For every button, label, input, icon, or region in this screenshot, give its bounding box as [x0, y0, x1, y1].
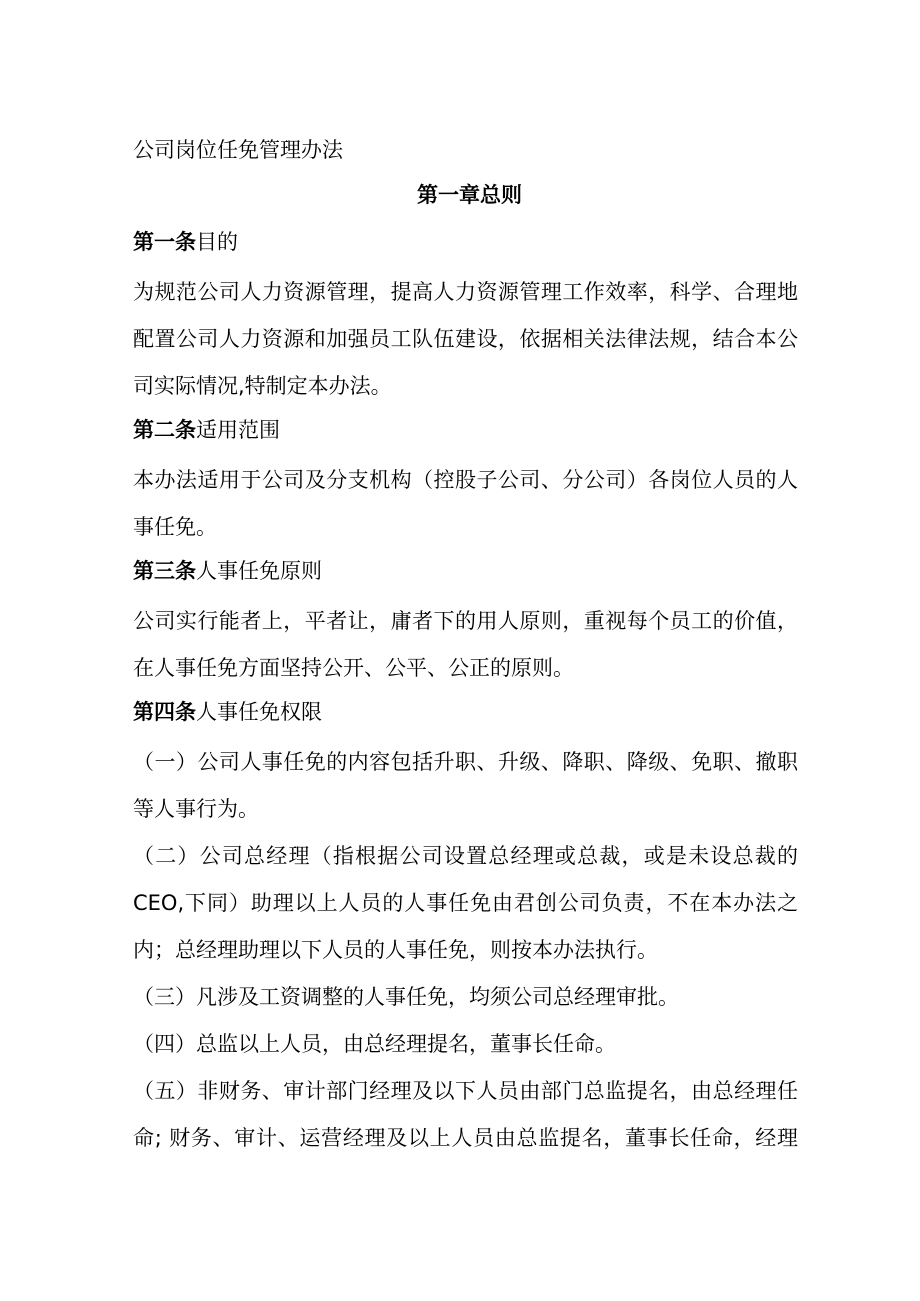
paragraph [133, 833, 798, 974]
paragraph-line: 配置公司人力资源和加强员工队伍建设，依据相关法律法规，结合本公 [133, 327, 798, 351]
paragraph [133, 457, 798, 551]
article-heading [133, 222, 798, 262]
article-number: 第一条 [133, 230, 196, 254]
article-title: 适用范围 [196, 418, 280, 442]
article-number: 第三条 [133, 559, 196, 583]
paragraph-line: 等人事行为。 [133, 797, 259, 821]
article-title: 目的 [196, 230, 238, 254]
paragraph-line: 司实际情况,特制定本办法。 [133, 374, 392, 398]
paragraph-line: （三）凡涉及工资调整的人事任免，均须公司总经理审批。 [133, 985, 679, 1009]
paragraph-line: 命; 财务、审计、运营经理及以上人员由总监提名，董事长任命，经理 [133, 1126, 798, 1150]
paragraph-line: 公司实行能者上，平者让，庸者下的用人原则，重视每个员工的价值， [133, 609, 798, 633]
article-heading [133, 692, 798, 732]
paragraph [133, 974, 798, 1021]
article-heading [133, 551, 798, 591]
paragraph-line: （五）非财务、审计部门经理及以下人员由部门总监提名，由总经理任 [133, 1079, 798, 1103]
article-title: 人事任免权限 [196, 700, 322, 724]
paragraph-line: 为规范公司人力资源管理，提高人力资源管理工作效率，科学、合理地 [133, 280, 798, 304]
article-number: 第二条 [133, 418, 196, 442]
article-number: 第四条 [133, 700, 196, 724]
paragraph [133, 739, 798, 833]
paragraph-line: 本办法适用于公司及分支机构（控股子公司、分公司）各岗位人员的人 [133, 468, 798, 492]
document-title: 公司岗位任免管理办法 [133, 138, 343, 162]
paragraph-line: （四）总监以上人员，由总经理提名，董事长任命。 [133, 1032, 616, 1056]
paragraph [133, 1021, 798, 1068]
paragraph-line: 在人事任免方面坚持公开、公平、公正的原则。 [133, 656, 574, 680]
paragraph-line: （一）公司人事任免的内容包括升职、升级、降职、降级、免职、撤职 [133, 750, 798, 774]
document-body [133, 130, 798, 1162]
paragraph [133, 269, 798, 410]
paragraph-line: CEO,下同）助理以上人员的人事任免由君创公司负责，不在本办法之 [133, 891, 798, 915]
paragraph [133, 1068, 798, 1162]
paragraph-line: 事任免。 [133, 515, 217, 539]
paragraph-line: 内；总经理助理以下人员的人事任免，则按本办法执行。 [133, 938, 658, 962]
article-title: 人事任免原则 [196, 559, 322, 583]
paragraph [133, 598, 798, 692]
chapter-title: 第一章总则 [417, 183, 522, 207]
paragraph-line: （二）公司总经理（指根据公司设置总经理或总裁，或是未设总裁的 [133, 844, 798, 868]
article-heading [133, 410, 798, 450]
